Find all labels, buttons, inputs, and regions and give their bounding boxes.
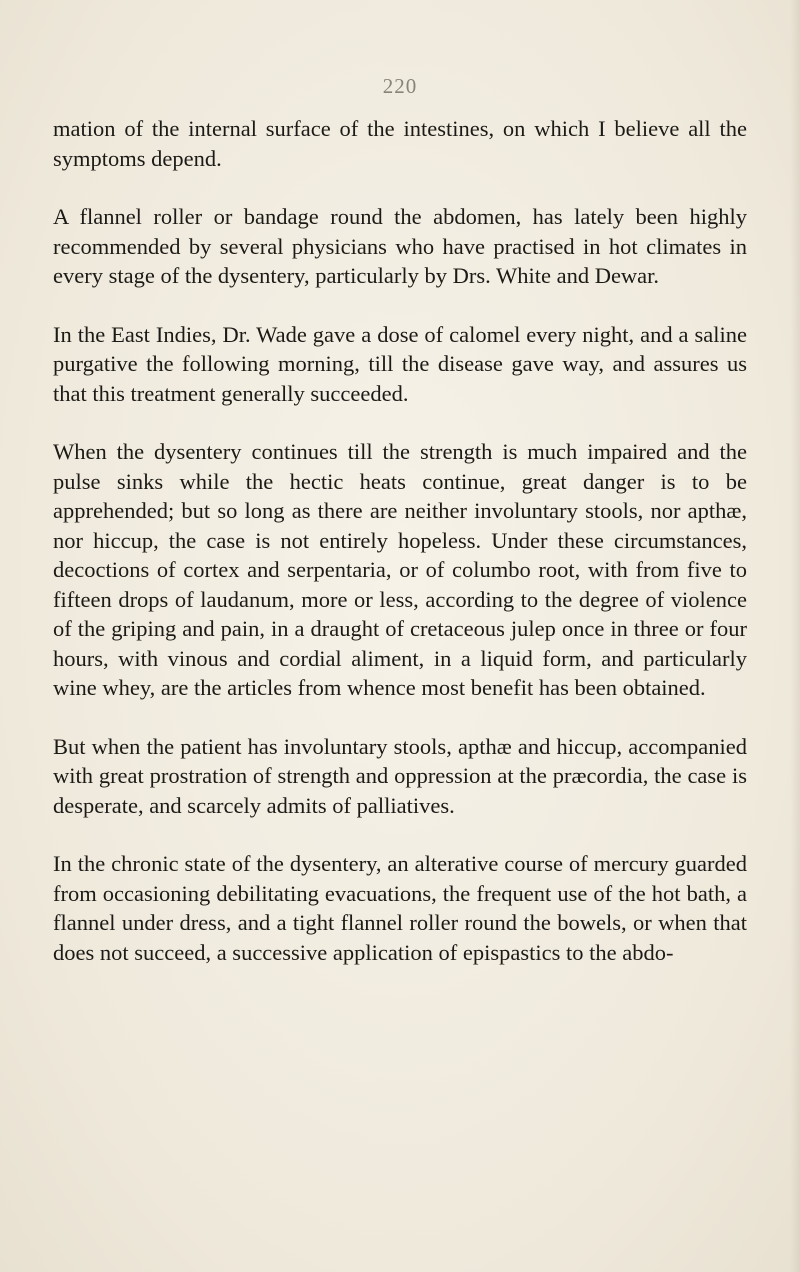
body-text (53, 114, 747, 996)
paragraph-chronic-state: In the chronic state of the dysentery, an alterative course of mercury guarded from occasioning debilitating evacuations, the frequent use of the hot bath, a flannel under dress, and a tight flannel roller round the bowels, or when that does not succeed, a successive application of epispastics to the abdo- (53, 851, 747, 965)
paragraph-desperate-case: But when the patient has involuntary stools, apthæ and hiccup, accompanied with great prostration of strength and oppression at the præcordia, the case is desperate, and scarcely admits of palliatives. (53, 733, 747, 818)
page-number: 220 (382, 74, 418, 98)
page-edge-shadow (790, 0, 800, 1272)
paragraph-impaired-strength: When the dysentery continues till the strength is much impaired and the pulse sinks while the hectic heats continue, great danger is to be apprehended; but so long as there are neither involuntary stools, nor apthæ, nor hiccup, the case is not entirely hopeless. Under these circumstances, decoctions of cortex and serpentaria, or of columbo root, with from five to fifteen drops of laudanum, more or less, according to the degree of violence of the griping and pain, in a draught of cretaceous julep once in three or four hours, with vinous and cordial aliment, in a liquid form, and particularly wine whey, are the articles from whence most benefit has been obtained. (53, 439, 747, 700)
paragraph-continuation: mation of the internal surface of the intestines, on which I believe all the symptoms depend. (53, 116, 747, 171)
paragraph-east-indies: In the East Indies, Dr. Wade gave a dose of calomel every night, and a saline purgative the following morning, till the disease gave way, and assures us that this treatment generally succeeded. (53, 321, 747, 406)
paragraph-flannel-roller: A flannel roller or bandage round the abdomen, has lately been highly recommended by several physicians who have practised in hot climates in every stage of the dysentery, particularly by Drs. White and Dewar. (53, 204, 747, 288)
